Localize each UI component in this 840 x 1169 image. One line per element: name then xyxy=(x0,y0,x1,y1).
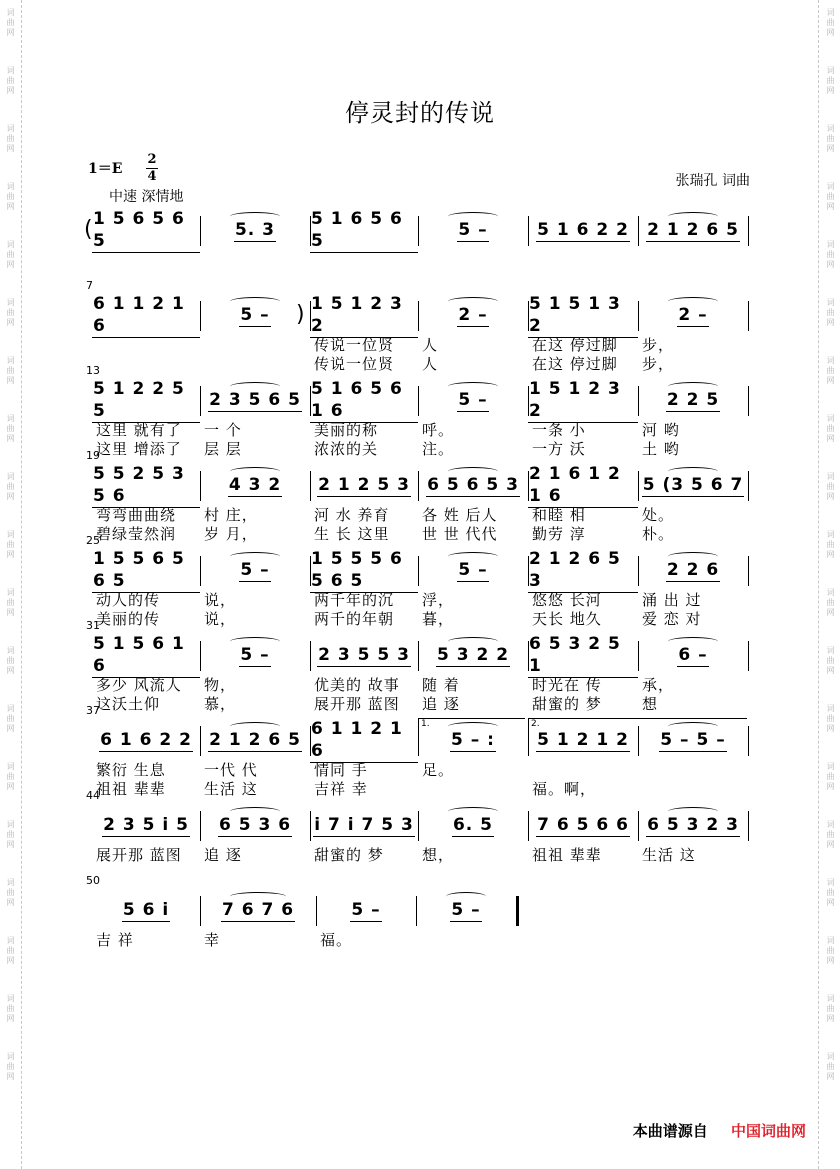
measure xyxy=(310,718,418,761)
notation-row xyxy=(92,811,754,839)
note-group: 1 5 5 6 5 6 5 xyxy=(92,548,200,593)
time-signature xyxy=(146,153,158,184)
lyric-syllables: 一方 沃 xyxy=(532,440,586,458)
footer-source-label: 本曲谱源自 xyxy=(632,1122,708,1140)
note-group: 5 1 6 5 6 5 xyxy=(310,208,418,253)
measure xyxy=(92,548,200,591)
slur-mark xyxy=(448,297,498,306)
notation-row xyxy=(92,378,754,421)
watermark-text: 词曲网 xyxy=(6,8,15,38)
meter-bottom: 4 xyxy=(147,169,157,184)
lyric-syllables: 一条 小 xyxy=(532,421,586,439)
measure-number: 19 xyxy=(86,449,100,462)
notation-row xyxy=(92,718,754,761)
note-group: 2 – xyxy=(678,304,708,325)
volta-first-ending: 1. xyxy=(418,718,525,727)
measure xyxy=(310,378,418,421)
lyric-syllables: 甜蜜的 梦 xyxy=(314,846,384,864)
notation-row xyxy=(92,896,754,924)
measure xyxy=(92,293,200,336)
lyric-syllables: 想， xyxy=(422,846,455,864)
note-group: 1 5 5 5 6 5 6 5 xyxy=(310,548,418,593)
lyric-syllables: 展开那 蓝图 xyxy=(96,846,182,864)
note-group: 2 – xyxy=(458,304,488,325)
measure xyxy=(528,633,638,676)
measure-number: 7 xyxy=(86,279,93,292)
bar-line xyxy=(748,726,749,756)
note-group: 5 – xyxy=(240,559,270,580)
measure xyxy=(316,896,416,924)
note-group: 2 1 2 6 5 3 xyxy=(528,548,638,593)
watermark-text: 词曲网 xyxy=(6,240,15,270)
note-group: 5 – xyxy=(351,899,381,920)
watermark-text: 词曲网 xyxy=(826,820,835,850)
notation-row xyxy=(84,208,754,251)
lyric-syllables: 传说一位贤 xyxy=(314,355,395,373)
watermark-text: 词曲网 xyxy=(826,8,835,38)
lyric-syllables: 美丽的传 xyxy=(96,610,161,628)
slur-mark xyxy=(668,552,718,561)
lyric-syllables: 人 xyxy=(422,336,439,354)
meter-top: 2 xyxy=(147,152,157,167)
note-group: 6 1 1 2 1 6 xyxy=(310,718,418,763)
note-group: 5 3 2 2 xyxy=(436,644,510,665)
note-group: 7 6 5 6 6 xyxy=(537,814,629,835)
note-group: 5 5 2 5 3 5 6 xyxy=(92,463,200,508)
volta-second-ending: 2. xyxy=(528,718,747,727)
watermark-text: 词曲网 xyxy=(826,588,835,618)
note-group: 2 2 6 xyxy=(666,559,720,580)
note-group: 5 1 6 5 6 1 6 xyxy=(310,378,418,423)
measure-number: 25 xyxy=(86,534,100,547)
lyric-syllables: 说， xyxy=(204,610,237,628)
measure xyxy=(92,378,200,421)
lyric-syllables: 吉 祥 xyxy=(96,931,134,949)
note-group: 2 3 5 5 3 xyxy=(318,644,410,665)
note-group: 6 5 3 2 5 1 xyxy=(528,633,638,678)
score-system xyxy=(0,208,840,293)
lyric-syllables: 美丽的称 xyxy=(314,421,379,439)
watermark-text: 词曲网 xyxy=(826,124,835,154)
lyric-syllables: 两千年的沉 xyxy=(314,591,395,609)
watermark-text: 词曲网 xyxy=(6,646,15,676)
lyric-syllables: 一 个 xyxy=(204,421,242,439)
bar-line xyxy=(748,556,749,586)
lyric-syllables: 河 水 养育 xyxy=(314,506,390,524)
measure xyxy=(310,811,418,839)
lyric-syllables: 吉祥 幸 xyxy=(314,780,368,798)
lyric-syllables: 生活 这 xyxy=(204,780,258,798)
score-system xyxy=(0,279,840,378)
watermark-text: 词曲网 xyxy=(826,936,835,966)
watermark-text: 词曲网 xyxy=(6,124,15,154)
lyric-syllables: 悠悠 长河 xyxy=(532,591,602,609)
slur-mark xyxy=(448,637,498,646)
watermark-text: 词曲网 xyxy=(6,704,15,734)
watermark-text: 词曲网 xyxy=(826,646,835,676)
lyric-syllables: 动人的传 xyxy=(96,591,161,609)
bar-line xyxy=(516,896,519,926)
note-group: 5 – xyxy=(458,389,488,410)
note-group: 7 6 7 6 xyxy=(221,899,295,920)
slur-mark xyxy=(448,382,498,391)
slur-mark xyxy=(230,722,280,731)
note-group: 6 1 6 2 2 xyxy=(100,729,192,750)
lyric-syllables: 物， xyxy=(204,676,237,694)
notation-row xyxy=(92,633,754,676)
lyric-syllables: 想 xyxy=(642,695,659,713)
watermark-text: 词曲网 xyxy=(6,994,15,1024)
slur-mark xyxy=(448,722,498,731)
watermark-text: 词曲网 xyxy=(6,414,15,444)
lyric-syllables: 承， xyxy=(642,676,675,694)
lyric-syllables: 碧绿莹然润 xyxy=(96,525,177,543)
measure xyxy=(92,208,200,251)
lyric-syllables: 爱 恋 对 xyxy=(642,610,702,628)
slur-mark xyxy=(230,807,280,816)
lyric-syllables: 多少 风流人 xyxy=(96,676,182,694)
note-group: 6 – xyxy=(678,644,708,665)
slur-mark xyxy=(230,297,280,306)
slur-mark xyxy=(230,212,280,221)
lyric-syllables: 传说一位贤 xyxy=(314,336,395,354)
watermark-text: 词曲网 xyxy=(6,66,15,96)
note-group: 5 (3 5 6 7 xyxy=(642,474,744,495)
note-group: 5 1 5 1 3 2 xyxy=(528,293,638,338)
measure xyxy=(92,463,200,506)
slur-mark xyxy=(230,382,280,391)
measure-number: 50 xyxy=(86,874,100,887)
note-group: 5 6 i xyxy=(122,899,170,920)
lyric-syllables: 生 长 这里 xyxy=(314,525,390,543)
lyric-syllables: 这里 增添了 xyxy=(96,440,182,458)
note-group: 2 1 2 6 5 xyxy=(209,729,301,750)
lyric-syllables: 天长 地久 xyxy=(532,610,602,628)
watermark-text: 词曲网 xyxy=(826,704,835,734)
watermark-text: 词曲网 xyxy=(6,298,15,328)
watermark-text: 词曲网 xyxy=(826,472,835,502)
measure xyxy=(528,548,638,591)
measure-number: 44 xyxy=(86,789,100,802)
slur-mark xyxy=(448,467,498,476)
note-group: 5 – xyxy=(451,899,481,920)
note-group: 2 1 6 1 2 1 6 xyxy=(528,463,638,508)
lyric-syllables: 河 哟 xyxy=(642,421,680,439)
lyric-syllables: 在这 停过脚 xyxy=(532,355,618,373)
lyric-syllables: 勤劳 淳 xyxy=(532,525,586,543)
bar-line xyxy=(748,641,749,671)
song-title: 停灵封的传说 xyxy=(345,99,495,127)
note-group: 2 2 5 xyxy=(666,389,720,410)
lyric-syllables: 暮， xyxy=(422,610,455,628)
lyric-syllables: 人 xyxy=(422,355,439,373)
note-group: 5 – xyxy=(240,644,270,665)
slur-mark xyxy=(230,467,280,476)
lyric-syllables: 随 着 xyxy=(422,676,460,694)
measure xyxy=(528,216,638,244)
note-group: 6 5 6 5 3 xyxy=(427,474,519,495)
lyric-syllables: 步， xyxy=(642,355,675,373)
measure xyxy=(92,896,200,924)
bar-line xyxy=(748,216,749,246)
note-group: 6 5 3 2 3 xyxy=(647,814,739,835)
slur-mark xyxy=(448,212,498,221)
lyric-syllables: 一代 代 xyxy=(204,761,258,779)
watermark-text: 词曲网 xyxy=(826,994,835,1024)
watermark-text: 词曲网 xyxy=(826,762,835,792)
notation-row xyxy=(92,548,754,591)
note-group: 6 5 3 6 xyxy=(218,814,292,835)
measure xyxy=(310,641,418,669)
note-group: 5 – : xyxy=(451,729,495,750)
slur-mark xyxy=(230,552,280,561)
watermark-text: 词曲网 xyxy=(826,66,835,96)
note-group: 5 1 2 1 2 xyxy=(537,729,629,750)
watermark-text: 词曲网 xyxy=(6,356,15,386)
lyric-syllables: 浮， xyxy=(422,591,455,609)
lyric-syllables: 岁 月， xyxy=(204,525,258,543)
note-group: i 7 i 7 5 3 xyxy=(314,814,414,835)
watermark-text: 词曲网 xyxy=(826,878,835,908)
lyric-syllables: 慕， xyxy=(204,695,237,713)
notation-row xyxy=(92,293,754,336)
note-group: 1 5 1 2 3 2 xyxy=(310,293,418,338)
watermark-text: 词曲网 xyxy=(826,240,835,270)
lyric-syllables: 涌 出 过 xyxy=(642,591,702,609)
note-group: 6. 5 xyxy=(452,814,494,835)
watermark-text: 词曲网 xyxy=(6,182,15,212)
key-signature: 1＝E xyxy=(88,161,123,177)
lyric-syllables: 甜蜜的 梦 xyxy=(532,695,602,713)
measure xyxy=(528,378,638,421)
lyric-syllables: 繁衍 生息 xyxy=(96,761,166,779)
score-body xyxy=(0,208,840,973)
note-group: 4 3 2 xyxy=(228,474,282,495)
lyric-syllables: 弯弯曲曲绕 xyxy=(96,506,177,524)
note-group: 5 – xyxy=(458,219,488,240)
open-parenthesis: ( xyxy=(84,217,93,242)
slur-mark xyxy=(668,722,718,731)
note-group: 2 1 2 5 3 xyxy=(318,474,410,495)
lyric-syllables: 注。 xyxy=(422,440,455,458)
measure xyxy=(528,463,638,506)
watermark-text: 词曲网 xyxy=(826,1052,835,1082)
slur-mark xyxy=(668,807,718,816)
watermark-text: 词曲网 xyxy=(826,298,835,328)
note-group: 5. 3 xyxy=(234,219,276,240)
watermark-text: 词曲网 xyxy=(6,588,15,618)
lyric-syllables: 土 哟 xyxy=(642,440,680,458)
author-credit: 张瑞孔 词曲 xyxy=(675,173,750,189)
watermark-text: 词曲网 xyxy=(826,414,835,444)
slur-mark xyxy=(668,382,718,391)
watermark-text: 词曲网 xyxy=(6,1052,15,1082)
note-group: 5 – xyxy=(458,559,488,580)
lyric-syllables: 时光在 传 xyxy=(532,676,602,694)
lyric-syllables: 这沃土仰 xyxy=(96,695,161,713)
lyric-syllables: 福。啊， xyxy=(532,780,597,798)
slur-mark xyxy=(448,552,498,561)
note-group: 5 1 6 2 2 xyxy=(537,219,629,240)
slur-mark xyxy=(230,892,286,901)
measure xyxy=(310,471,418,499)
lyric-syllables: 追 逐 xyxy=(204,846,242,864)
slur-mark xyxy=(668,467,718,476)
bar-line xyxy=(748,471,749,501)
watermark-text: 词曲网 xyxy=(6,936,15,966)
lyric-syllables: 生活 这 xyxy=(642,846,696,864)
watermark-text: 词曲网 xyxy=(6,762,15,792)
note-group: 6 1 1 2 1 6 xyxy=(92,293,200,338)
lyric-syllables: 情同 手 xyxy=(314,761,368,779)
footer-site-name: 中国词曲网 xyxy=(730,1122,806,1140)
watermark-text: 词曲网 xyxy=(6,472,15,502)
lyric-syllables: 各 姓 后人 xyxy=(422,506,498,524)
measure xyxy=(528,293,638,336)
bar-line xyxy=(748,386,749,416)
note-group: 5 1 2 2 5 5 xyxy=(92,378,200,423)
slur-mark xyxy=(668,637,718,646)
watermark-text: 词曲网 xyxy=(6,878,15,908)
measure xyxy=(92,726,200,754)
lyric-syllables: 两千的年朝 xyxy=(314,610,395,628)
lyric-syllables: 层 层 xyxy=(204,440,242,458)
lyric-syllables: 福。 xyxy=(320,931,353,949)
measure xyxy=(310,293,418,336)
lyric-syllables: 这里 就有了 xyxy=(96,421,182,439)
slur-mark xyxy=(446,892,486,901)
lyric-syllables: 步， xyxy=(642,336,675,354)
note-group: 2 1 2 6 5 xyxy=(647,219,739,240)
notation-row xyxy=(92,463,754,506)
lyric-syllables: 祖祖 辈辈 xyxy=(96,780,166,798)
measure-number: 31 xyxy=(86,619,100,632)
lyric-syllables: 说， xyxy=(204,591,237,609)
lyric-syllables: 浓浓的关 xyxy=(314,440,379,458)
measure xyxy=(310,548,418,591)
watermark-text: 词曲网 xyxy=(826,530,835,560)
measure xyxy=(528,811,638,839)
watermark-text: 词曲网 xyxy=(6,820,15,850)
lyric-syllables: 幸 xyxy=(204,931,221,949)
lyric-syllables: 和睦 相 xyxy=(532,506,586,524)
lyric-syllables: 追 逐 xyxy=(422,695,460,713)
lyric-syllables: 展开那 蓝图 xyxy=(314,695,400,713)
measure xyxy=(92,633,200,676)
note-group: 5 1 5 6 1 6 xyxy=(92,633,200,678)
slur-mark xyxy=(668,212,718,221)
measure xyxy=(92,811,200,839)
score-system xyxy=(0,874,840,973)
note-group: 5 – xyxy=(240,304,270,325)
bar-line xyxy=(748,301,749,331)
watermark-text: 词曲网 xyxy=(826,182,835,212)
measure-number: 13 xyxy=(86,364,100,377)
tempo-marking: 中速 深情地 xyxy=(109,189,184,205)
note-group: 1 5 1 2 3 2 xyxy=(528,378,638,423)
lyric-syllables: 村 庄， xyxy=(204,506,258,524)
lyric-syllables: 世 世 代代 xyxy=(422,525,498,543)
watermark-text: 词曲网 xyxy=(826,356,835,386)
watermark-text: 词曲网 xyxy=(6,530,15,560)
lyric-syllables: 在这 停过脚 xyxy=(532,336,618,354)
footer-credit xyxy=(633,1120,806,1141)
lyric-syllables: 足。 xyxy=(422,761,455,779)
bar-line xyxy=(748,811,749,841)
lyric-syllables: 呼。 xyxy=(422,421,455,439)
lyric-syllables: 处。 xyxy=(642,506,675,524)
note-group: 5 – 5 – xyxy=(660,729,726,750)
measure xyxy=(310,208,418,251)
slur-mark xyxy=(230,637,280,646)
lyric-syllables: 祖祖 辈辈 xyxy=(532,846,602,864)
lyric-syllables: 优美的 故事 xyxy=(314,676,400,694)
slur-mark xyxy=(668,297,718,306)
lyric-syllables: 朴。 xyxy=(642,525,675,543)
note-group: 1 5 6 5 6 5 xyxy=(92,208,200,253)
note-group: 2 3 5 i 5 xyxy=(103,814,189,835)
slur-mark xyxy=(448,807,498,816)
measure-number: 37 xyxy=(86,704,100,717)
measure xyxy=(528,726,638,754)
close-parenthesis: ) xyxy=(296,302,305,327)
note-group: 2 3 5 6 5 xyxy=(209,389,301,410)
